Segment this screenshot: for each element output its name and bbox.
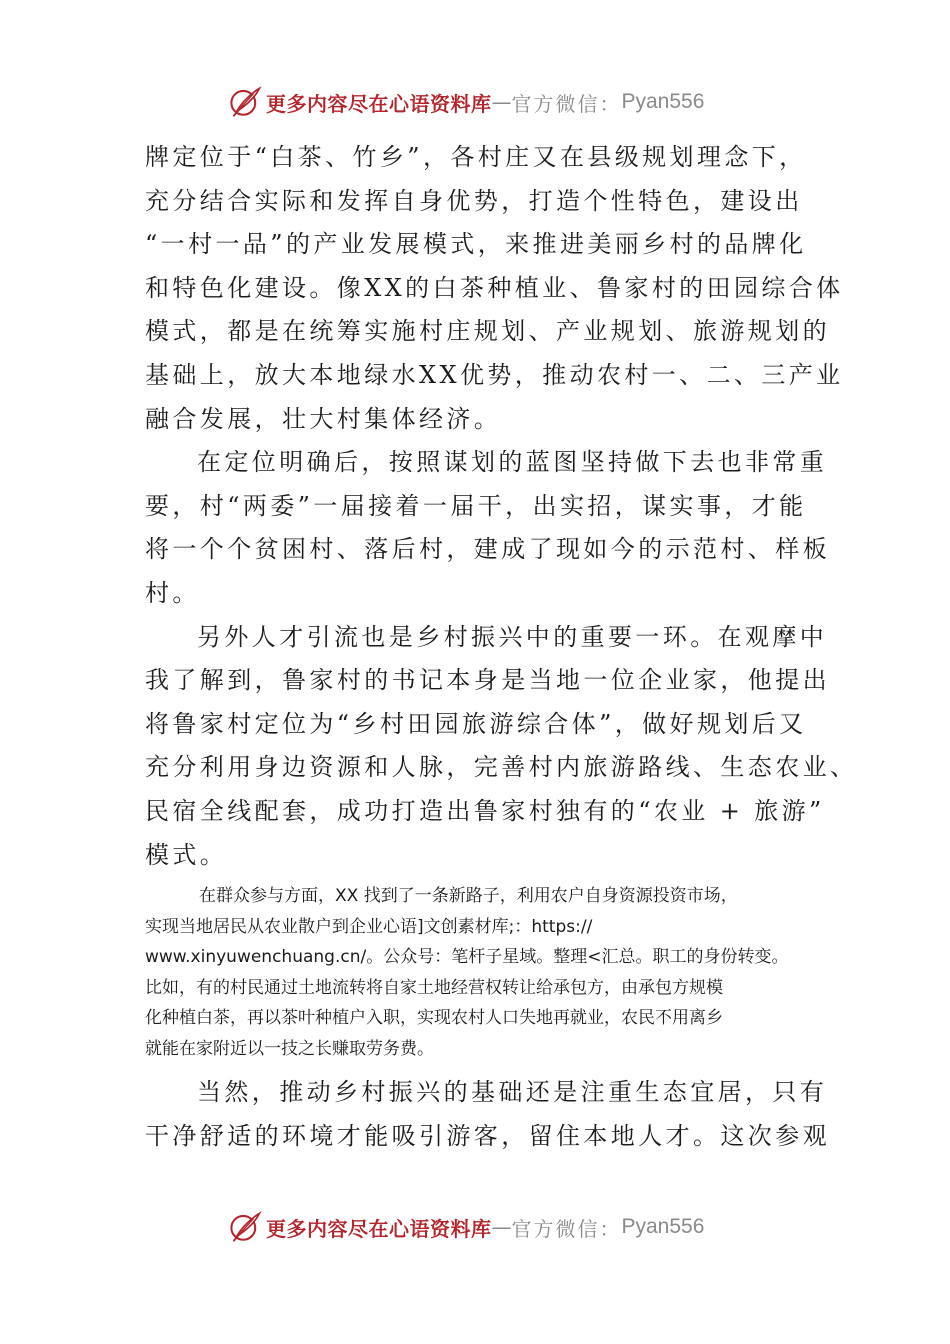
text-line: 牌定位于“白茶、竹乡”，各村庄又在县级规划理念下， [145,143,807,171]
text-line: 和特色化建设。像XX的白茶种植业、鲁家村的田园综合体 [145,273,844,302]
text-line: 民宿全线配套，成功打造出鲁家村独有的“农业 + 旅游” [145,796,825,825]
text-line: 将鲁家村定位为“乡村田园旅游综合体”，做好规划后又 [145,709,807,738]
text-line: “一村一品”的产业发展模式，来推进美丽乡村的品牌化 [145,230,807,259]
paragraph-3 [145,616,858,878]
footer-official-label: 官方微信： [511,1216,622,1241]
paragraph-4 [145,881,825,1064]
paragraph-5 [145,1071,830,1158]
text-line: 在定位明确后，按照谋划的蓝图坚持做下去也非常重 [197,448,828,477]
text-line: 就能在家附近以一技之长赚取劳务费。 [145,1038,434,1059]
paragraph-2 [145,441,830,615]
quill-pen-logo-icon [228,1210,262,1244]
text-line: 干净舒适的环境才能吸引游客，留住本地人才。这次参观 [145,1121,830,1150]
text-line: 充分利用身边资源和人脉，完善村内旅游路线、生态农业、 [145,753,858,782]
text-line: 将一个个贫困村、落后村，建成了现如今的示范村、样板 [145,535,830,564]
text-line: 当然，推动乡村振兴的基础还是注重生态宜居，只有 [197,1078,828,1107]
text-line: 要，村“两委”一届接着一届干，出实招，谋实事，才能 [145,491,807,520]
text-line: 充分结合实际和发挥自身优势，打造个性特色，建设出 [145,186,803,215]
footer-wechat-id: Pyan556 [621,1215,705,1238]
text-line: 我了解到，鲁家村的书记本身是当地一位企业家，他提出 [145,666,830,695]
text-line: 实现当地居民从农业散户到企业心语]文创素材库;：https:// [145,916,593,937]
footer-brand [228,1207,704,1247]
text-line: 在群众参与方面，XX 找到了一条新路子，利用农户自身资源投资市场， [199,886,738,907]
header-separator: — [491,90,512,114]
footer-brand-text: 更多内容尽在心语资料库 [266,1216,492,1241]
text-line: 模式，都是在统筹实施村庄规划、产业规划、旅游规划的 [145,317,830,346]
paragraph-1 [145,136,844,441]
text-line: 模式。 [145,840,228,869]
text-line: www.xinyuwenchuang.cn/。公众号：笔杆子星域。整理<汇总。职工的身份转变。 [145,947,789,968]
header-official-label: 官方微信： [511,91,622,116]
text-line: 村。 [145,578,200,607]
text-line: 融合发展，壮大村集体经济。 [145,404,502,433]
header-brand [228,82,704,122]
text-line: 另外人才引流也是乡村振兴中的重要一环。在观摩中 [197,622,828,651]
text-line: 化种植白茶，再以茶叶种植户入职，实现农村人口失地再就业，农民不用离乡 [145,1008,723,1029]
document-body [145,136,858,1158]
header-wechat-id: Pyan556 [621,90,705,113]
text-line: 基础上，放大本地绿水XX优势，推动农村一、二、三产业 [145,360,844,389]
text-line: 比如，有的村民通过土地流转将自家土地经营权转让给承包方，由承包方规模 [145,977,723,998]
footer-separator: — [491,1215,512,1239]
quill-pen-logo-icon [228,85,262,119]
header-brand-text: 更多内容尽在心语资料库 [266,91,492,116]
